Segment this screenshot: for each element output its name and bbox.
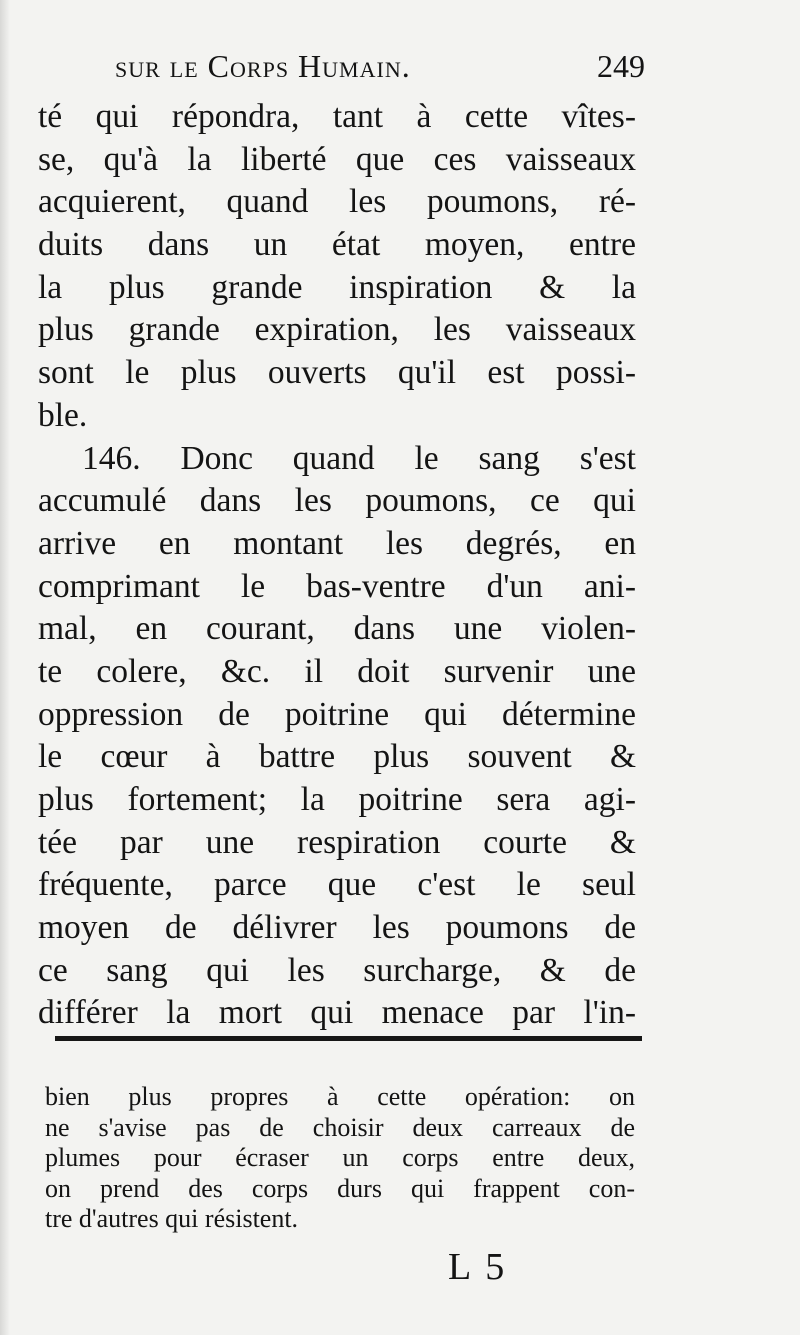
- footnote-line: on prend des corps durs qui frappent con-: [45, 1173, 635, 1203]
- text-line: duits dans un état moyen, entre: [38, 226, 636, 264]
- footnote-divider: [55, 1036, 642, 1041]
- text-line: moyen de délivrer les poumons de: [38, 909, 636, 947]
- text-line: ble.: [38, 396, 88, 434]
- main-text-block: [38, 96, 636, 1035]
- text-line: tée par une respiration courte &: [38, 823, 636, 861]
- text-line: le cœur à battre plus souvent &: [38, 738, 636, 776]
- text-line: sont le plus ouverts qu'il est possi-: [38, 354, 636, 392]
- text-line: té qui répondra, tant à cette vîtes-: [38, 98, 636, 135]
- text-line: te colere, &c. il doit survenir une: [38, 652, 636, 690]
- text-line: oppression de poitrine qui détermine: [38, 695, 636, 733]
- footnote-line: plumes pour écraser un corps entre deux,: [45, 1143, 635, 1172]
- page-number: 249: [597, 48, 645, 84]
- text-line: fréquente, parce que c'est le seul: [38, 866, 636, 904]
- text-line: accumulé dans les poumons, ce qui: [38, 482, 636, 520]
- text-line: ce sang qui les surcharge, & de: [38, 951, 636, 989]
- text-line: arrive en montant les degrés, en: [38, 524, 636, 562]
- running-head: [115, 48, 645, 92]
- text-line: acquierent, quand les poumons, ré-: [38, 183, 636, 221]
- footnote-line: ne s'avise pas de choisir deux carreaux de: [45, 1112, 635, 1142]
- footnote-block: [45, 1082, 635, 1235]
- running-head-title: sur le Corps Humain.: [115, 48, 411, 84]
- text-line: différer la mort qui menace par l'in-: [38, 994, 636, 1032]
- page-gutter-shadow: [0, 0, 10, 1335]
- footnote-line: tre d'autres qui résistent.: [45, 1204, 299, 1233]
- text-line: 146. Donc quand le sang s'est: [82, 439, 636, 477]
- text-line: la plus grande inspiration & la: [38, 268, 636, 306]
- text-line: plus grande expiration, les vaisseaux: [38, 311, 636, 349]
- signature-mark: L 5: [448, 1246, 508, 1288]
- text-line: plus fortement; la poitrine sera agi-: [38, 781, 636, 818]
- text-line: comprimant le bas-ventre d'un ani-: [38, 567, 636, 605]
- footnote-line: bien plus propres à cette opération: on: [45, 1082, 635, 1111]
- text-line: se, qu'à la liberté que ces vaisseaux: [38, 140, 636, 178]
- text-line: mal, en courant, dans une violen-: [38, 610, 636, 648]
